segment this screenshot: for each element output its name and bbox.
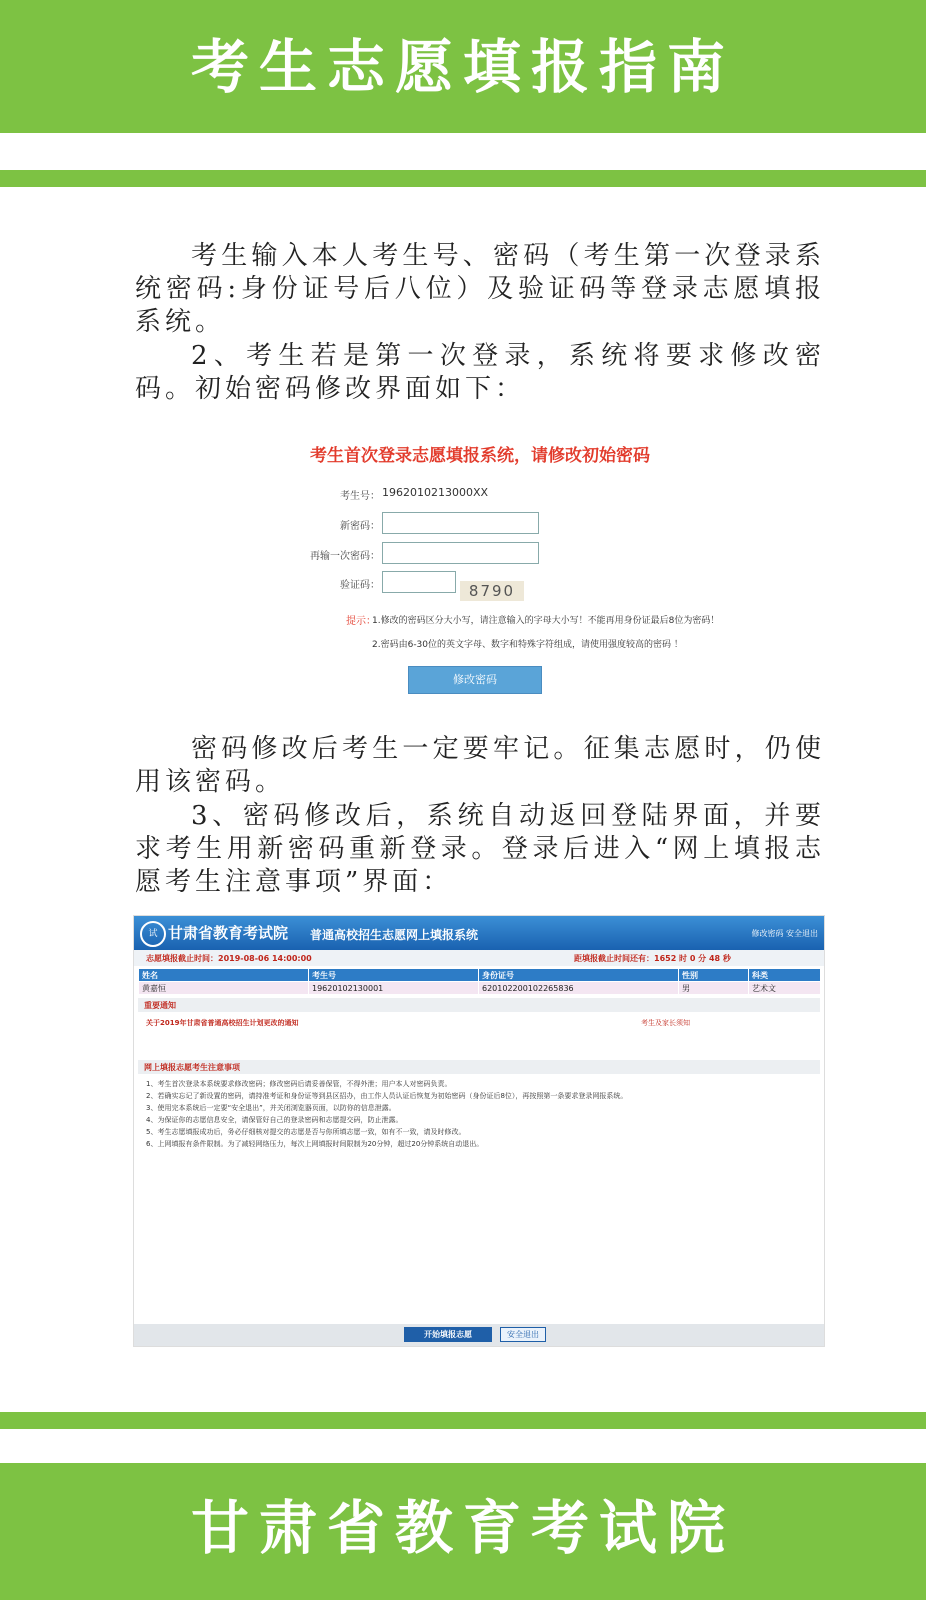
new-password-input[interactable] [382,512,539,534]
confirm-password-input[interactable] [382,542,539,564]
table-row [139,982,821,995]
action-footer [134,1324,824,1346]
list-item: 6、上网填报有条件限制。为了减轻网络压力，每次上网填报时间限制为20分钟，超过20分钟系统自动退出。 [146,1140,484,1148]
list-item: 4、为保证你的志愿信息安全，请保管好自己的登录密码和志愿提交码，防止泄露。 [146,1116,403,1124]
column-header: 姓名 [139,969,309,982]
tip-note-2: 2.密码由6-30位的英文字母、数字和特殊字符组成，请使用强度较高的密码 ！ [372,640,683,650]
exam-no-label: 考生号： [340,491,380,502]
new-password-label: 新密码： [340,521,380,532]
column-header: 身份证号 [479,969,679,982]
list-item: 5、考生志愿填报成功后，务必仔细核对提交的志愿是否与你所填志愿一致，如有不一致，请及时修改。 [146,1128,466,1136]
notice-screenshot [133,915,825,1347]
notice-link[interactable]: 关于2019年甘肃省普通高校招生计划更改的通知 [146,1019,299,1027]
column-header: 考生号 [309,969,479,982]
change-password-button[interactable]: 修改密码 [408,666,542,694]
captcha-input[interactable] [382,571,456,593]
password-change-screenshot [210,425,750,715]
deadline-bar [134,950,824,966]
header-links[interactable]: 修改密码 安全退出 [751,929,818,938]
deadline-text: 志愿填报截止时间：2019-08-06 14:00:00 [146,954,312,963]
divider-stripe [0,1412,926,1429]
start-filling-button[interactable]: 开始填报志愿 [404,1327,492,1342]
exam-no-value: 1962010213000XX [382,486,489,499]
notice-link-right[interactable]: 考生及家长须知 [641,1019,690,1027]
page-title: 考生志愿填报指南 [190,33,735,101]
paragraph-login: 考生输入本人考生号、密码（考生第一次登录系统密码:身份证号后八位）及验证码等登录志愿填报系统。 [135,241,825,337]
section-title: 重要通知 [144,1001,176,1010]
table-cell: 19620102130001 [309,982,479,995]
countdown-text: 距填报截止时间还有：1652 时 0 分 48 秒 [574,954,731,963]
table-cell: 黄嘉恒 [139,982,309,995]
organization-name: 甘肃省教育考试院 [190,1494,735,1562]
table-cell: 男 [679,982,749,995]
paragraph-relogin: 3、密码修改后，系统自动返回登陆界面，并要求考生用新密码重新登录。登录后进入“网上填报志愿考生注意事项”界面： [135,801,825,897]
table-cell: 艺术文 [749,982,821,995]
divider-stripe [0,170,926,187]
paragraph-first-login: 2、考生若是第一次登录，系统将要求修改密码。初始密码修改界面如下： [135,341,825,404]
tip-note-1: 1.修改的密码区分大小写，请注意输入的字母大小写！不能再用身份证最后8位为密码！ [372,616,720,626]
captcha-image[interactable]: 8790 [460,581,524,601]
logout-button[interactable]: 安全退出 [500,1327,546,1342]
important-notice-section [138,998,820,1012]
list-item: 3、使用完本系统后一定要“安全退出”，并关闭浏览器页面，以防你的信息泄露。 [146,1104,396,1112]
form-title: 考生首次登录志愿填报系统，请修改初始密码 [310,446,650,466]
list-item: 1、考生首次登录本系统要求修改密码；修改密码后请妥善保管，不得外泄；用户本人对密码负责。 [146,1080,452,1088]
notes-section [138,1060,820,1074]
section-title: 网上填报志愿考生注意事项 [144,1063,240,1072]
system-title: 普通高校招生志愿网上填报系统 [310,928,479,942]
table-cell: 620102200102265836 [479,982,679,995]
system-header [134,916,824,950]
paragraph-remember: 密码修改后考生一定要牢记。征集志愿时，仍使用该密码。 [135,734,825,797]
logo-text: 甘肃省教育考试院 [168,924,289,942]
tip-label: 提示： [346,616,376,627]
table-header-row [139,969,821,982]
captcha-label: 验证码： [340,580,380,591]
student-info-table [138,968,821,995]
column-header: 科类 [749,969,821,982]
list-item: 2、若确实忘记了新设置的密码，请持准考证和身份证等到县区招办，由工作人员认证后恢复为初始密码（身份证后8位），再按照第一条要求登录网报系统。 [146,1092,628,1100]
column-header: 性别 [679,969,749,982]
confirm-password-label: 再输一次密码： [310,551,380,562]
logo-icon: 试 [140,921,166,947]
